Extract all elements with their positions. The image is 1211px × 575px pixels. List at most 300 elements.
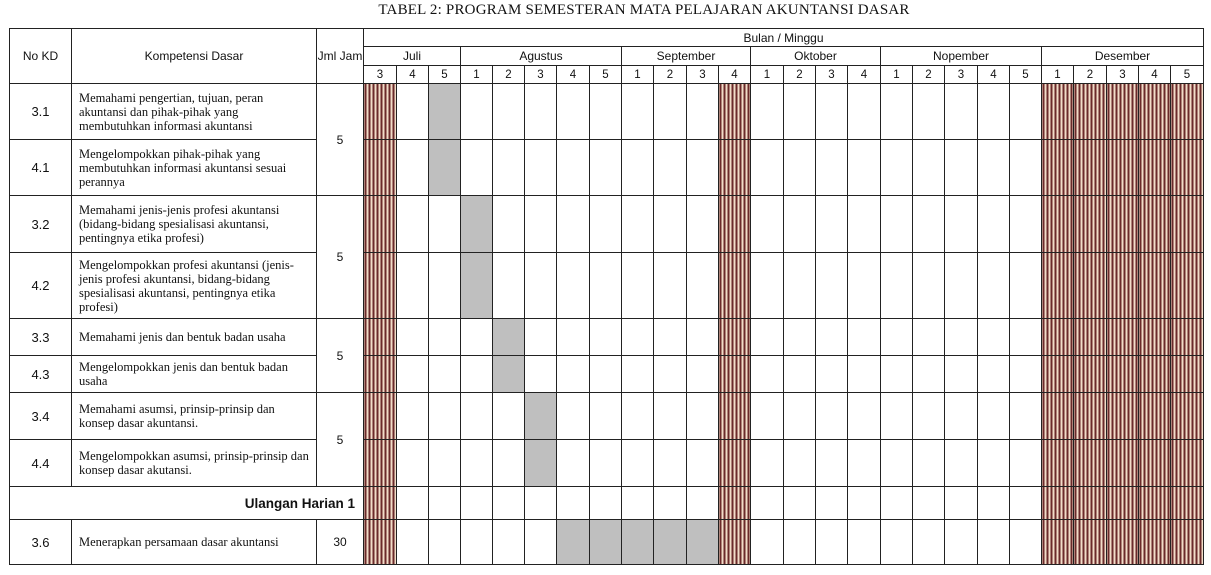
week-cell [978, 356, 1010, 393]
blocked-week-cell [364, 196, 397, 253]
week-cell [654, 356, 687, 393]
week-cell [1010, 196, 1042, 253]
week-cell [397, 196, 429, 253]
month-agustus: Agustus [461, 47, 622, 66]
week-cell [590, 84, 622, 140]
week-cell [881, 487, 913, 520]
blocked-week-cell [1074, 319, 1107, 356]
week-cell [687, 319, 719, 356]
blocked-week-cell [1042, 196, 1074, 253]
week-header: 1 [751, 66, 784, 84]
blocked-week-cell [1042, 520, 1074, 565]
week-cell [654, 487, 687, 520]
blocked-week-cell [719, 319, 751, 356]
week-cell [557, 84, 590, 140]
week-cell [751, 140, 784, 196]
blocked-week-cell [1074, 440, 1107, 487]
blocked-week-cell [1171, 253, 1204, 319]
week-cell [687, 196, 719, 253]
week-header: 3 [364, 66, 397, 84]
table-row [10, 393, 1204, 440]
week-cell [687, 140, 719, 196]
week-cell [751, 356, 784, 393]
week-cell [1010, 520, 1042, 565]
week-cell [816, 520, 848, 565]
kd-number: 3.6 [10, 520, 72, 565]
week-cell [590, 393, 622, 440]
week-header: 5 [1171, 66, 1204, 84]
blocked-week-cell [364, 140, 397, 196]
week-cell [848, 520, 881, 565]
week-cell [687, 487, 719, 520]
week-cell [461, 356, 493, 393]
blocked-week-cell [1139, 440, 1171, 487]
week-cell [945, 440, 978, 487]
blocked-week-cell [1171, 487, 1204, 520]
week-cell [557, 253, 590, 319]
week-cell [557, 487, 590, 520]
week-header: 3 [1107, 66, 1139, 84]
month-juli: Juli [364, 47, 461, 66]
jam-value: 5 [317, 196, 364, 319]
week-cell [1010, 84, 1042, 140]
week-cell [590, 253, 622, 319]
scheduled-week-cell [525, 440, 557, 487]
week-cell [913, 487, 945, 520]
week-cell [913, 84, 945, 140]
scheduled-week-cell [622, 520, 654, 565]
jam-value: 30 [317, 520, 364, 565]
week-header: 4 [719, 66, 751, 84]
blocked-week-cell [719, 84, 751, 140]
week-cell [590, 196, 622, 253]
week-cell [493, 196, 525, 253]
week-cell [525, 253, 557, 319]
blocked-week-cell [1139, 196, 1171, 253]
week-cell [654, 440, 687, 487]
blocked-week-cell [1042, 253, 1074, 319]
week-cell [397, 319, 429, 356]
week-cell [622, 356, 654, 393]
week-cell [429, 319, 461, 356]
week-cell [945, 253, 978, 319]
week-cell [848, 487, 881, 520]
week-cell [751, 84, 784, 140]
blocked-week-cell [1171, 84, 1204, 140]
week-cell [978, 253, 1010, 319]
week-cell [978, 487, 1010, 520]
kompetensi-description: Mengelompokkan jenis dan bentuk badan usaha [72, 356, 317, 393]
week-cell [557, 319, 590, 356]
scheduled-week-cell [461, 253, 493, 319]
week-cell [397, 440, 429, 487]
week-cell [913, 319, 945, 356]
scheduled-week-cell [493, 356, 525, 393]
blocked-week-cell [1042, 319, 1074, 356]
week-cell [848, 196, 881, 253]
week-cell [816, 140, 848, 196]
week-cell [397, 356, 429, 393]
week-cell [525, 140, 557, 196]
week-cell [687, 253, 719, 319]
week-cell [816, 319, 848, 356]
kd-number: 4.4 [10, 440, 72, 487]
week-cell [590, 440, 622, 487]
blocked-week-cell [364, 440, 397, 487]
week-cell [816, 253, 848, 319]
header-kompetensi-dasar: Kompetensi Dasar [72, 29, 317, 84]
blocked-week-cell [1074, 140, 1107, 196]
week-header: 4 [1139, 66, 1171, 84]
week-header: 1 [1042, 66, 1074, 84]
kompetensi-description: Memahami pengertian, tujuan, peran akuntansi dan pihak-pihak yang membutuhkan informasi akuntansi [72, 84, 317, 140]
blocked-week-cell [1042, 356, 1074, 393]
blocked-week-cell [1139, 520, 1171, 565]
blocked-week-cell [1171, 440, 1204, 487]
week-header: 1 [622, 66, 654, 84]
table-title: TABEL 2: PROGRAM SEMESTERAN MATA PELAJARAN AKUNTANSI DASAR [378, 2, 910, 18]
week-cell [784, 440, 816, 487]
week-cell [945, 487, 978, 520]
week-header: 2 [654, 66, 687, 84]
blocked-week-cell [1107, 520, 1139, 565]
blocked-week-cell [1107, 393, 1139, 440]
week-cell [493, 140, 525, 196]
week-cell [945, 319, 978, 356]
kompetensi-description: Mengelompokkan profesi akuntansi (jenis-jenis profesi akuntansi, bidang-bidang spesialisasi akuntansi, pentingnya etika profesi) [72, 253, 317, 319]
week-cell [945, 140, 978, 196]
blocked-week-cell [364, 253, 397, 319]
week-header: 3 [687, 66, 719, 84]
blocked-week-cell [364, 487, 397, 520]
week-cell [622, 487, 654, 520]
blocked-week-cell [364, 319, 397, 356]
week-cell [784, 253, 816, 319]
week-cell [461, 393, 493, 440]
week-cell [978, 319, 1010, 356]
blocked-week-cell [1107, 319, 1139, 356]
week-cell [557, 140, 590, 196]
week-cell [881, 440, 913, 487]
week-cell [881, 393, 913, 440]
week-cell [1010, 319, 1042, 356]
week-cell [784, 196, 816, 253]
blocked-week-cell [719, 440, 751, 487]
week-cell [397, 84, 429, 140]
week-header: 2 [913, 66, 945, 84]
week-header: 5 [429, 66, 461, 84]
week-cell [945, 196, 978, 253]
week-cell [654, 253, 687, 319]
week-cell [687, 356, 719, 393]
table-row [10, 196, 1204, 253]
blocked-week-cell [719, 393, 751, 440]
blocked-week-cell [1139, 253, 1171, 319]
month-september: September [622, 47, 751, 66]
week-cell [654, 84, 687, 140]
week-cell [945, 520, 978, 565]
week-cell [654, 393, 687, 440]
week-cell [1010, 487, 1042, 520]
week-header: 1 [881, 66, 913, 84]
week-cell [913, 393, 945, 440]
ulangan-harian-label: Ulangan Harian 1 [10, 487, 364, 520]
week-cell [397, 393, 429, 440]
week-header: 2 [493, 66, 525, 84]
kd-number: 4.3 [10, 356, 72, 393]
header-no-kd: No KD [10, 29, 72, 84]
kompetensi-description: Memahami asumsi, prinsip-prinsip dan konsep dasar akuntansi. [72, 393, 317, 440]
table-row [10, 140, 1204, 196]
week-cell [429, 393, 461, 440]
blocked-week-cell [1042, 84, 1074, 140]
week-cell [751, 196, 784, 253]
kompetensi-description: Menerapkan persamaan dasar akuntansi [72, 520, 317, 565]
week-cell [881, 140, 913, 196]
week-cell [493, 393, 525, 440]
week-cell [784, 393, 816, 440]
week-cell [816, 487, 848, 520]
blocked-week-cell [1139, 319, 1171, 356]
week-cell [687, 393, 719, 440]
week-cell [913, 520, 945, 565]
month-oktober: Oktober [751, 47, 881, 66]
week-cell [751, 253, 784, 319]
week-cell [654, 319, 687, 356]
kd-number: 3.3 [10, 319, 72, 356]
blocked-week-cell [1139, 140, 1171, 196]
week-cell [622, 196, 654, 253]
week-cell [622, 393, 654, 440]
week-cell [881, 520, 913, 565]
week-cell [493, 487, 525, 520]
kd-number: 3.1 [10, 84, 72, 140]
blocked-week-cell [1074, 84, 1107, 140]
blocked-week-cell [1107, 356, 1139, 393]
week-header: 3 [816, 66, 848, 84]
blocked-week-cell [1171, 319, 1204, 356]
blocked-week-cell [719, 356, 751, 393]
week-cell [429, 520, 461, 565]
week-cell [1010, 440, 1042, 487]
blocked-week-cell [1074, 196, 1107, 253]
week-cell [687, 84, 719, 140]
week-cell [461, 140, 493, 196]
week-cell [848, 440, 881, 487]
week-cell [784, 487, 816, 520]
blocked-week-cell [1042, 140, 1074, 196]
week-cell [525, 319, 557, 356]
week-cell [1010, 356, 1042, 393]
scheduled-week-cell [429, 84, 461, 140]
table-row [10, 440, 1204, 487]
week-cell [978, 520, 1010, 565]
week-header: 5 [590, 66, 622, 84]
week-cell [622, 319, 654, 356]
week-cell [913, 140, 945, 196]
blocked-week-cell [1107, 140, 1139, 196]
week-cell [525, 196, 557, 253]
week-cell [461, 520, 493, 565]
week-cell [751, 440, 784, 487]
week-cell [1010, 140, 1042, 196]
scheduled-week-cell [461, 196, 493, 253]
header-jml-jam: Jml Jam [317, 29, 364, 84]
kompetensi-description: Memahami jenis dan bentuk badan usaha [72, 319, 317, 356]
blocked-week-cell [1171, 140, 1204, 196]
month-nopember: Nopember [881, 47, 1042, 66]
week-cell [493, 520, 525, 565]
week-cell [784, 140, 816, 196]
scheduled-week-cell [525, 393, 557, 440]
blocked-week-cell [1171, 520, 1204, 565]
week-cell [751, 487, 784, 520]
week-cell [784, 319, 816, 356]
week-cell [654, 196, 687, 253]
week-cell [397, 253, 429, 319]
week-cell [848, 253, 881, 319]
blocked-week-cell [1139, 393, 1171, 440]
week-cell [493, 84, 525, 140]
week-cell [590, 356, 622, 393]
week-header: 4 [848, 66, 881, 84]
header-bulan-minggu: Bulan / Minggu [364, 29, 1204, 47]
blocked-week-cell [719, 253, 751, 319]
week-cell [590, 140, 622, 196]
blocked-week-cell [1139, 487, 1171, 520]
blocked-week-cell [1074, 356, 1107, 393]
week-cell [978, 140, 1010, 196]
week-cell [557, 196, 590, 253]
week-cell [687, 440, 719, 487]
blocked-week-cell [1107, 440, 1139, 487]
blocked-week-cell [1139, 356, 1171, 393]
week-cell [1010, 253, 1042, 319]
week-cell [913, 440, 945, 487]
blocked-week-cell [364, 356, 397, 393]
week-header: 4 [397, 66, 429, 84]
week-cell [784, 520, 816, 565]
scheduled-week-cell [429, 140, 461, 196]
blocked-week-cell [719, 520, 751, 565]
week-cell [848, 84, 881, 140]
week-cell [461, 84, 493, 140]
week-cell [751, 520, 784, 565]
blocked-week-cell [1139, 84, 1171, 140]
week-cell [397, 487, 429, 520]
week-cell [751, 319, 784, 356]
week-header: 3 [945, 66, 978, 84]
blocked-week-cell [1074, 393, 1107, 440]
week-cell [557, 356, 590, 393]
week-cell [945, 393, 978, 440]
week-cell [622, 253, 654, 319]
kd-number: 4.1 [10, 140, 72, 196]
week-cell [978, 84, 1010, 140]
table-row [10, 487, 1204, 520]
blocked-week-cell [1171, 356, 1204, 393]
semester-program-table [9, 28, 1204, 565]
week-cell [493, 253, 525, 319]
week-cell [654, 140, 687, 196]
week-cell [493, 440, 525, 487]
week-cell [751, 393, 784, 440]
week-cell [429, 253, 461, 319]
week-header: 2 [784, 66, 816, 84]
week-cell [429, 196, 461, 253]
blocked-week-cell [1042, 487, 1074, 520]
blocked-week-cell [1171, 196, 1204, 253]
kompetensi-description: Mengelompokkan asumsi, prinsip-prinsip dan konsep dasar akutansi. [72, 440, 317, 487]
week-cell [848, 319, 881, 356]
week-cell [461, 319, 493, 356]
scheduled-week-cell [557, 520, 590, 565]
blocked-week-cell [1171, 393, 1204, 440]
blocked-week-cell [1042, 440, 1074, 487]
table-row [10, 84, 1204, 140]
kompetensi-description: Mengelompokkan pihak-pihak yang membutuhkan informasi akuntansi sesuai perannya [72, 140, 317, 196]
week-cell [590, 487, 622, 520]
week-header: 4 [978, 66, 1010, 84]
week-cell [816, 196, 848, 253]
blocked-week-cell [719, 487, 751, 520]
week-cell [622, 140, 654, 196]
week-header: 5 [1010, 66, 1042, 84]
week-cell [784, 356, 816, 393]
week-cell [557, 393, 590, 440]
week-cell [913, 253, 945, 319]
table-row [10, 253, 1204, 319]
week-cell [978, 196, 1010, 253]
week-cell [461, 440, 493, 487]
week-cell [816, 84, 848, 140]
table-row [10, 319, 1204, 356]
scheduled-week-cell [687, 520, 719, 565]
blocked-week-cell [1107, 84, 1139, 140]
week-cell [945, 356, 978, 393]
week-cell [848, 393, 881, 440]
blocked-week-cell [364, 84, 397, 140]
week-cell [397, 520, 429, 565]
week-cell [848, 140, 881, 196]
week-cell [978, 393, 1010, 440]
week-cell [429, 440, 461, 487]
blocked-week-cell [1074, 253, 1107, 319]
scheduled-week-cell [590, 520, 622, 565]
kd-number: 3.2 [10, 196, 72, 253]
week-header: 4 [557, 66, 590, 84]
blocked-week-cell [1107, 253, 1139, 319]
blocked-week-cell [1074, 487, 1107, 520]
week-cell [525, 84, 557, 140]
week-cell [816, 356, 848, 393]
week-cell [461, 487, 493, 520]
jam-value: 5 [317, 319, 364, 393]
week-cell [881, 196, 913, 253]
week-cell [622, 84, 654, 140]
week-cell [881, 84, 913, 140]
week-header: 3 [525, 66, 557, 84]
week-cell [881, 253, 913, 319]
blocked-week-cell [1107, 487, 1139, 520]
week-cell [816, 440, 848, 487]
blocked-week-cell [1042, 393, 1074, 440]
kd-number: 4.2 [10, 253, 72, 319]
week-cell [1010, 393, 1042, 440]
week-cell [429, 487, 461, 520]
week-cell [784, 84, 816, 140]
blocked-week-cell [364, 393, 397, 440]
